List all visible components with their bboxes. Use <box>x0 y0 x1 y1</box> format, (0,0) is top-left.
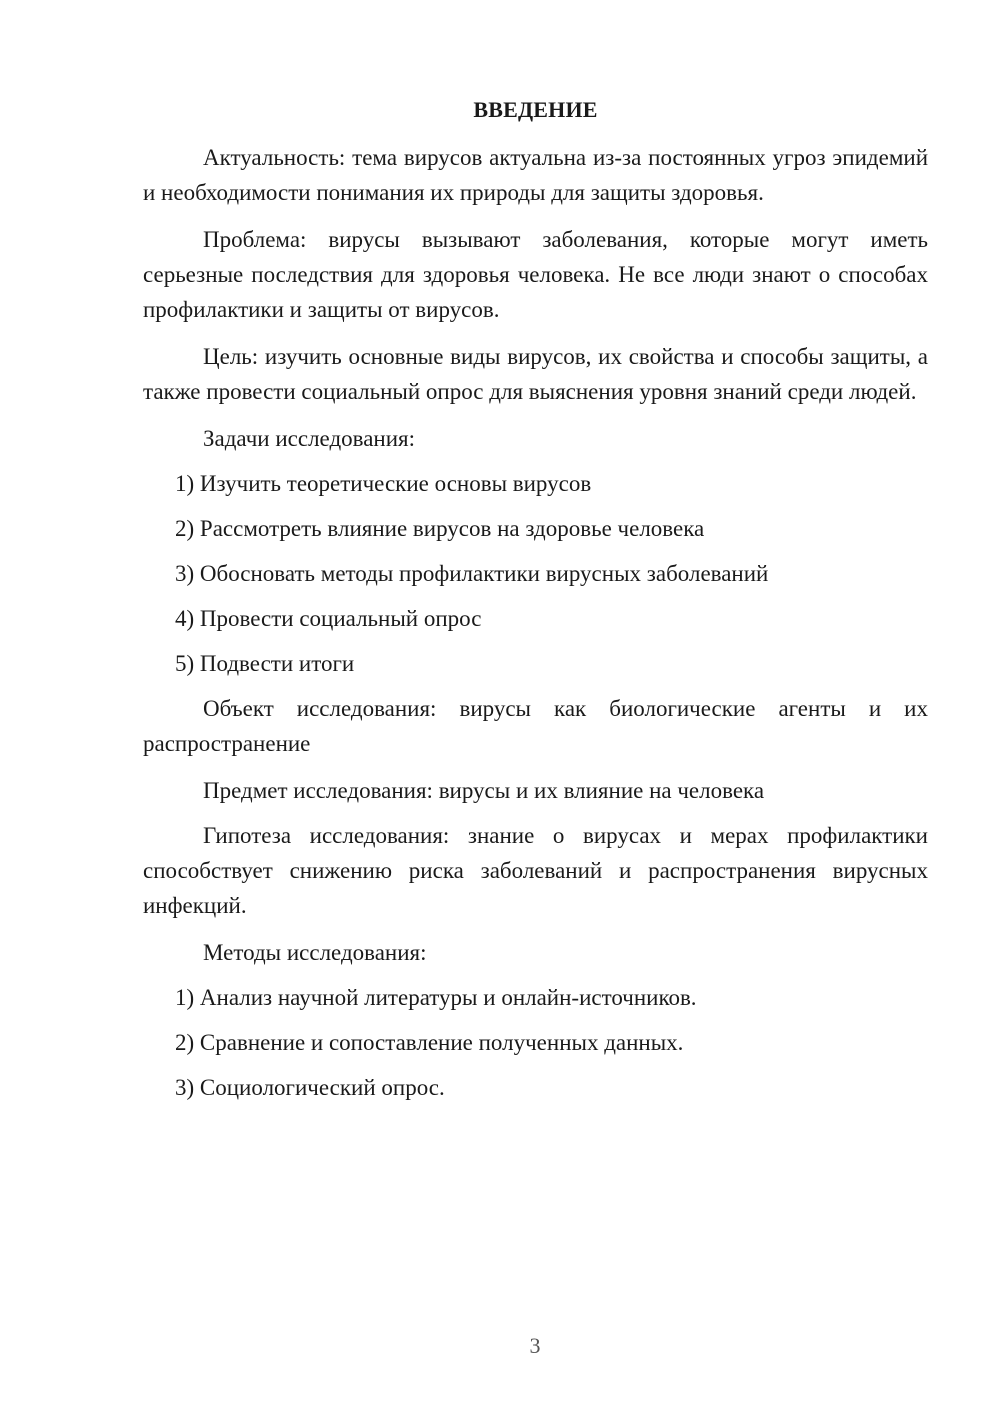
task-item: 5) Подвести итоги <box>175 651 355 676</box>
task-item: 1) Изучить теоретические основы вирусов <box>175 471 592 496</box>
relevance-paragraph: Актуальность: тема вирусов актуальна из-за постоянных угроз эпидемий и необходимости понимания их природы для защиты здоровья. <box>143 145 928 205</box>
methods-heading: Методы исследования: <box>203 940 427 965</box>
object-paragraph: Объект исследования: вирусы как биологические агенты и их распространение <box>143 696 928 756</box>
methods-list <box>143 980 928 1105</box>
task-item: 2) Рассмотреть влияние вирусов на здоровье человека <box>175 516 705 541</box>
goal-paragraph: Цель: изучить основные виды вирусов, их свойства и способы защиты, а также провести социальный опрос для выяснения уровня знаний среди людей. <box>143 344 928 404</box>
section-title: ВВЕДЕНИЕ <box>473 97 598 122</box>
hypothesis-paragraph: Гипотеза исследования: знание о вирусах и мерах профилактики способствует снижению риска заболеваний и распространения вирусных инфекций. <box>143 823 928 918</box>
task-item: 3) Обосновать методы профилактики вирусных заболеваний <box>175 561 769 586</box>
method-item: 2) Сравнение и сопоставление полученных данных. <box>175 1030 684 1055</box>
problem-paragraph: Проблема: вирусы вызывают заболевания, которые могут иметь серьезные последствия для здоровья человека. Не все люди знают о способах профилактики и защиты от вирусов. <box>143 227 928 322</box>
method-item: 3) Социологический опрос. <box>175 1075 445 1100</box>
page-content <box>143 94 928 1115</box>
page-number: 3 <box>529 1333 541 1358</box>
subject-paragraph: Предмет исследования: вирусы и их влияние на человека <box>203 778 765 803</box>
method-item: 1) Анализ научной литературы и онлайн-источников. <box>175 985 697 1010</box>
tasks-list <box>143 466 928 681</box>
tasks-heading: Задачи исследования: <box>203 426 416 451</box>
task-item: 4) Провести социальный опрос <box>175 606 482 631</box>
